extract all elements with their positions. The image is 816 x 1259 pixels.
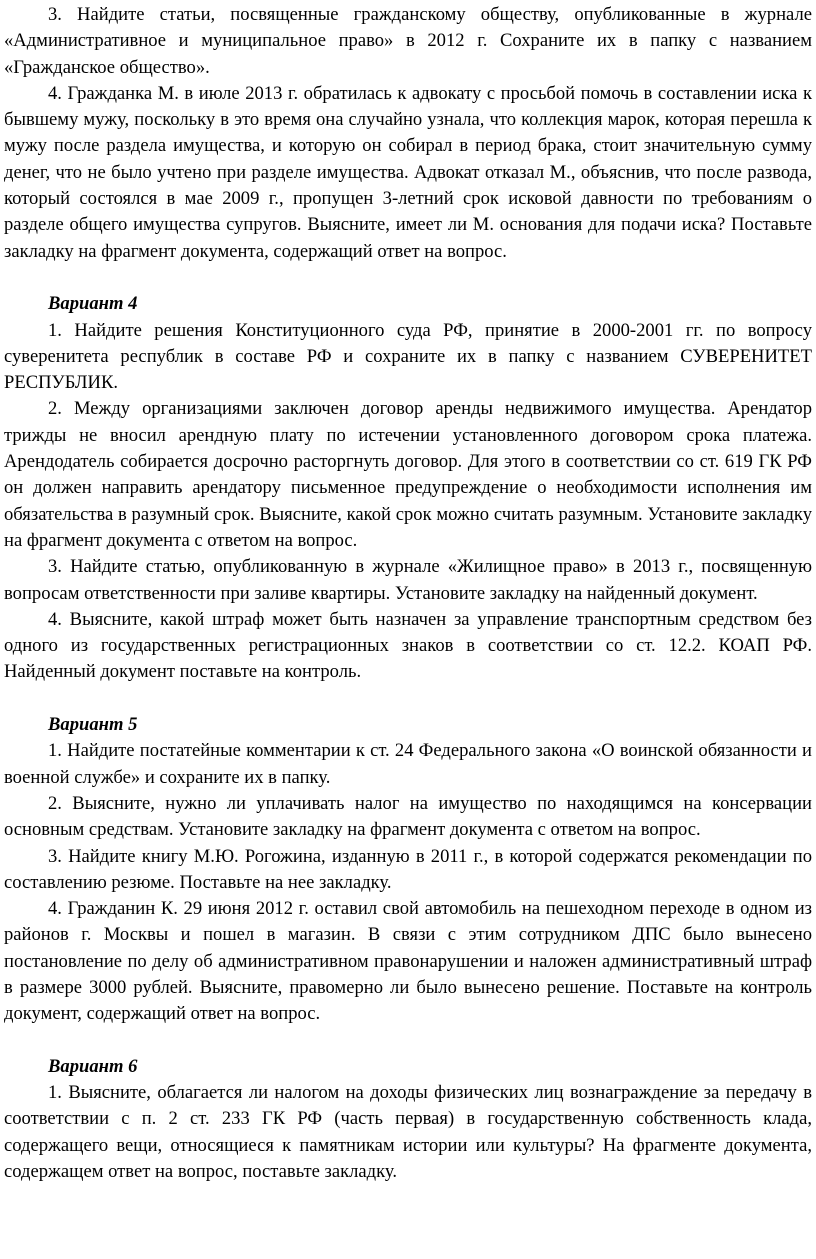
section-spacer — [4, 686, 812, 712]
variant-6-section — [4, 1054, 812, 1185]
variant-4-heading: Вариант 4 — [48, 293, 138, 315]
variant-5-task-2: 2. Выясните, нужно ли уплачивать налог на имущество по находящимся на консервации основным средствам. Установите закладку на фрагмент документа с ответом на вопрос. — [4, 792, 812, 841]
variant-5-task-4: 4. Гражданин К. 29 июня 2012 г. оставил свой автомобиль на пешеходном переходе в одном из районов г. Москвы и пошел в магазин. В связи с этим сотрудником ДПС было вынесено постановление по делу об административном правонарушении и наложен административный штраф в размере 3000 рублей. Выясните, правомерно ли было вынесено решение. Поставьте на контроль документ, содержащий ответ на вопрос. — [4, 898, 812, 1025]
variant-4-task-1: 1. Найдите решения Конституционного суда РФ, принятие в 2000-2001 гг. по вопросу суверенитета республик в составе РФ и сохраните их в папку с названием СУВЕРЕНИТЕТ РЕСПУБЛИК. — [4, 319, 812, 394]
task-3-civil-society: 3. Найдите статьи, посвященные гражданскому обществу, опубликованные в журнале «Административное и муниципальное право» в 2012 г. Сохраните их в папку с названием «Гражданское общество». — [4, 4, 812, 78]
task-4-stamp-collection: 4. Гражданка М. в июле 2013 г. обратилась к адвокату с просьбой помочь в составлении иска к бывшему мужу, поскольку в это время она случайно узнала, что коллекция марок, которая перешла к мужу после раздела имущества, и которую он собирал в период брака, стоит значительную сумму денег, что не было учтено при разделе имущества. Адвокат отказал М., объяснив, что после развода, который состоялся в мае 2009 г., пропущен 3-летний срок исковой давности по требованиям о разделе общего имущества супругов. Выясните, имеет ли М. основания для подачи иска? Поставьте закладку на фрагмент документа, содержащий ответ на вопрос. — [4, 82, 812, 262]
section-spacer — [4, 1028, 812, 1054]
variant-5-section — [4, 712, 812, 1028]
variant-6-task-1: 1. Выясните, облагается ли налогом на доходы физических лиц вознаграждение за передачу в соответствии с п. 2 ст. 233 ГК РФ (часть первая) в государственную собственность клада, содержащего вещи, относящиеся к памятникам истории или культуры? На фрагменте документа, содержащем ответ на вопрос, поставьте закладку. — [4, 1082, 812, 1183]
variant-4-task-4: 4. Выясните, какой штраф может быть назначен за управление транспортным средством без одного из государственных регистрационных знаков в соответствии со ст. 12.2. КОАП РФ. Найденный документ поставьте на контроль. — [4, 608, 812, 683]
variant-4-task-3: 3. Найдите статью, опубликованную в журнале «Жилищное право» в 2013 г., посвященную вопросам ответственности при заливе квартиры. Установите закладку на найденный документ. — [4, 556, 812, 604]
variant-4-task-2: 2. Между организациями заключен договор аренды недвижимого имущества. Арендатор трижды не вносил арендную плату по истечении установленного договором срока платежа. Арендодатель собирается досрочно расторгнуть договор. Для этого в соответствии со ст. 619 ГК РФ он должен направить арендатору письменное предупреждение о необходимости исполнения им обязательства в разумный срок. Выясните, какой срок можно считать разумным. Установите закладку на фрагмент документа с ответом на вопрос. — [4, 398, 812, 551]
variant-6-heading: Вариант 6 — [48, 1055, 138, 1077]
section-spacer — [4, 265, 812, 291]
variant-5-task-3: 3. Найдите книгу М.Ю. Рогожина, изданную в 2011 г., в которой содержатся рекомендации по составлению резюме. Поставьте на нее закладку. — [4, 845, 812, 893]
variant-5-heading: Вариант 5 — [48, 714, 138, 736]
variant-5-task-1: 1. Найдите постатейные комментарии к ст. 24 Федерального закона «О воинской обязанности и военной службе» и сохраните их в папку. — [4, 740, 812, 788]
document-body — [4, 0, 812, 1185]
variant-4-section — [4, 291, 812, 685]
